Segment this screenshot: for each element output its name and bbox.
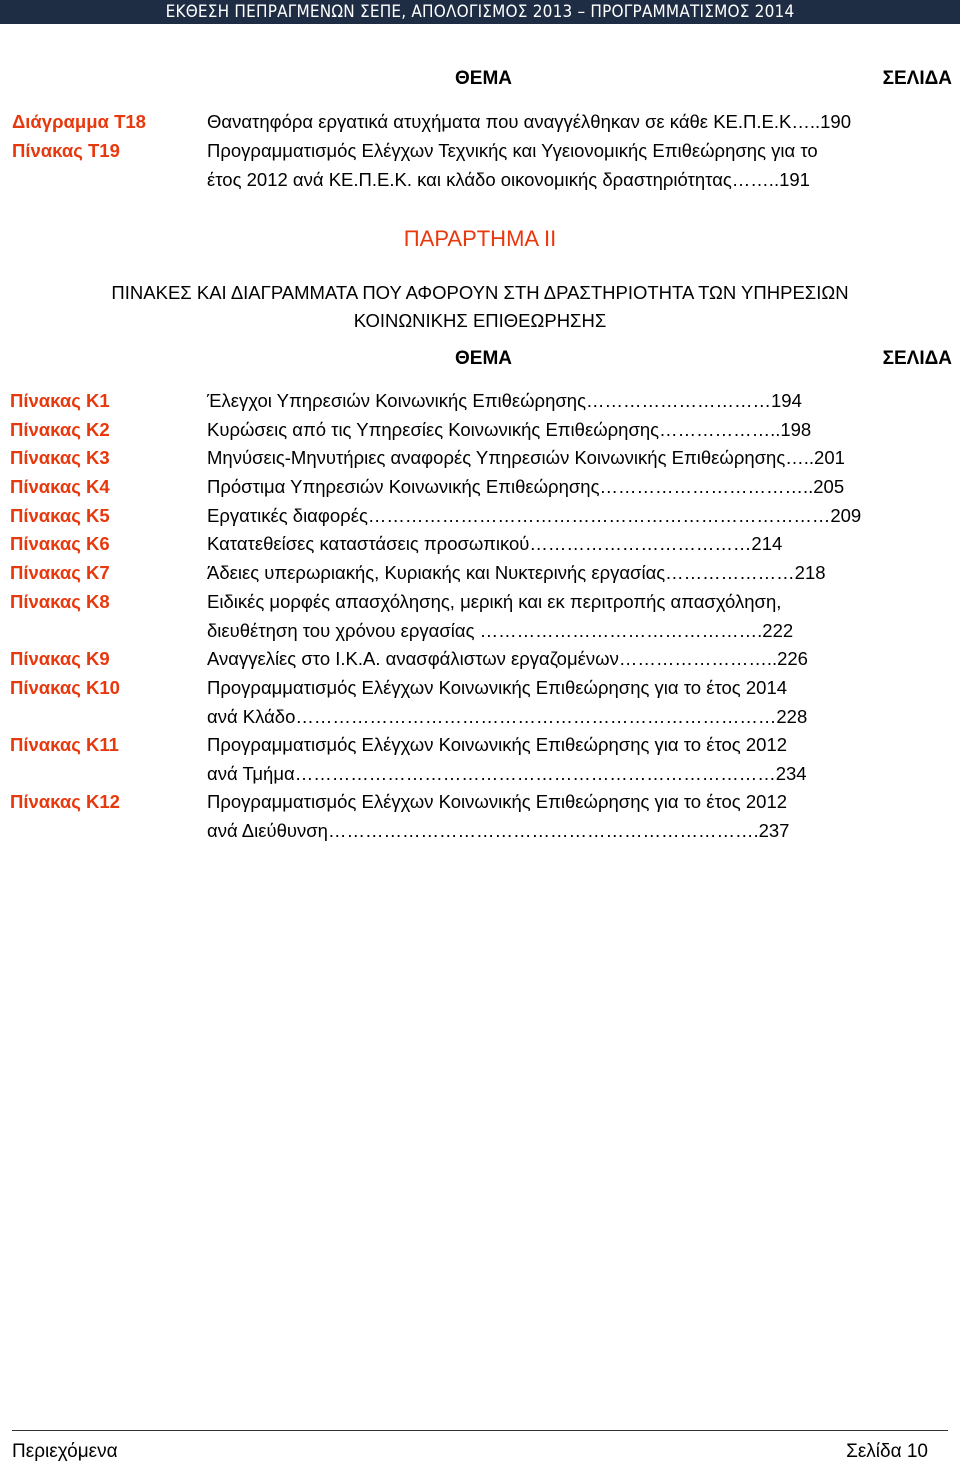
entry-label[interactable]: Πίνακας Κ6 [10,533,110,554]
appendix-title: ΠΑΡΑΡΤΗΜΑ ΙΙ [403,226,557,251]
col-thema: ΘΕΜΑ [455,348,512,369]
entry-label[interactable]: Πίνακας Κ2 [10,419,110,440]
entry-title[interactable]: Κυρώσεις από τις Υπηρεσίες Κοινωνικής Επιθεώρησης………………..198 [207,419,812,440]
entry-title-cont[interactable]: ανά Κλάδο……………………………………………………………………228 [207,706,808,727]
entry-title-cont[interactable]: ανά Διεύθυνση…………………………………………………………….237 [207,820,790,841]
entry-title[interactable]: Άδειες υπερωριακής, Κυριακής και Νυκτερινής εργασίας…………………218 [207,562,826,583]
entry-title[interactable]: Προγραμματισμός Ελέγχων Τεχνικής και Υγειονομικής Επιθεώρησης για το [207,140,818,161]
entry-title[interactable]: Θανατηφόρα εργατικά ατυχήματα που αναγγέλθηκαν σε κάθε ΚΕ.Π.Ε.Κ…..190 [207,111,851,132]
col-selida: ΣΕΛΙΔΑ [882,68,952,89]
entry-title[interactable]: Προγραμματισμός Ελέγχων Κοινωνικής Επιθεώρησης για το έτος 2012 [207,734,788,755]
entry-title[interactable]: Ειδικές μορφές απασχόλησης, μερική και εκ περιτροπής απασχόληση, [207,591,782,612]
entry-title-cont[interactable]: ανά Τμήμα……………………………………………………………………234 [207,763,807,784]
entry-title[interactable]: Πρόστιμα Υπηρεσιών Κοινωνικής Επιθεώρησης……………………………..205 [207,476,845,497]
entry-title-cont[interactable]: έτος 2012 ανά ΚΕ.Π.Ε.Κ. και κλάδο οικονομικής δραστηριότητας……..191 [207,169,810,190]
entry-label[interactable]: Πίνακας Κ12 [10,791,120,812]
entry-title[interactable]: Έλεγχοι Υπηρεσιών Κοινωνικής Επιθεώρησης…………………………194 [207,390,802,411]
col-selida: ΣΕΛΙΔΑ [882,348,952,369]
footer-section-name: Περιεχόμενα [12,1441,118,1462]
entry-label[interactable]: Διάγραμμα Τ18 [12,111,146,132]
entry-label[interactable]: Πίνακας Κ1 [10,390,110,411]
entry-label[interactable]: Πίνακας Κ11 [10,734,119,755]
entry-label[interactable]: Πίνακας Τ19 [12,140,120,161]
entry-label[interactable]: Πίνακας Κ10 [10,677,120,698]
appendix-subtitle: ΠΙΝΑΚΕΣ ΚΑΙ ΔΙΑΓΡΑΜΜΑΤΑ ΠΟΥ ΑΦΟΡΟΥΝ ΣΤΗ ΔΡΑΣΤΗΡΙΟΤΗΤΑ ΤΩΝ ΥΠΗΡΕΣΙΩΝ [111,282,849,303]
entry-title[interactable]: Αναγγελίες στο Ι.Κ.Α. ανασφάλιστων εργαζομένων……………………..226 [207,648,808,669]
top-column-heads [0,68,960,94]
entry-label[interactable]: Πίνακας Κ5 [10,505,110,526]
page-header [0,0,960,24]
entry-title[interactable]: Προγραμματισμός Ελέγχων Κοινωνικής Επιθεώρησης για το έτος 2014 [207,677,788,698]
entry-label[interactable]: Πίνακας Κ4 [10,476,110,497]
entry-title-cont[interactable]: διευθέτηση του χρόνου εργασίας ……………………………………….222 [207,620,794,641]
entry-title[interactable]: Εργατικές διαφορές…………………………………………………………………209 [207,505,862,526]
footer-page-number: Σελίδα 10 [846,1441,928,1462]
entry-title[interactable]: Μηνύσεις-Μηνυτήριες αναφορές Υπηρεσιών Κοινωνικής Επιθεώρησης…..201 [207,447,845,468]
appendix-subtitle-2: ΚΟΙΝΩΝΙΚΗΣ ΕΠΙΘΕΩΡΗΣΗΣ [353,310,607,331]
entry-title[interactable]: Κατατεθείσες καταστάσεις προσωπικού………………………………214 [207,533,783,554]
page-footer [12,1430,948,1461]
entry-label[interactable]: Πίνακας Κ3 [10,447,110,468]
col-thema: ΘΕΜΑ [455,68,512,89]
entry-label[interactable]: Πίνακας Κ8 [10,591,110,612]
appendix-column-heads [0,348,960,374]
header-title: ΕΚΘΕΣΗ ΠΕΠΡΑΓΜΕΝΩΝ ΣΕΠΕ, ΑΠΟΛΟΓΙΣΜΟΣ 2013 – ΠΡΟΓΡΑΜΜΑΤΙΣΜΟΣ 2014 [165,2,795,22]
entry-title[interactable]: Προγραμματισμός Ελέγχων Κοινωνικής Επιθεώρησης για το έτος 2012 [207,791,788,812]
entry-label[interactable]: Πίνακας Κ9 [10,648,110,669]
entry-label[interactable]: Πίνακας Κ7 [10,562,110,583]
